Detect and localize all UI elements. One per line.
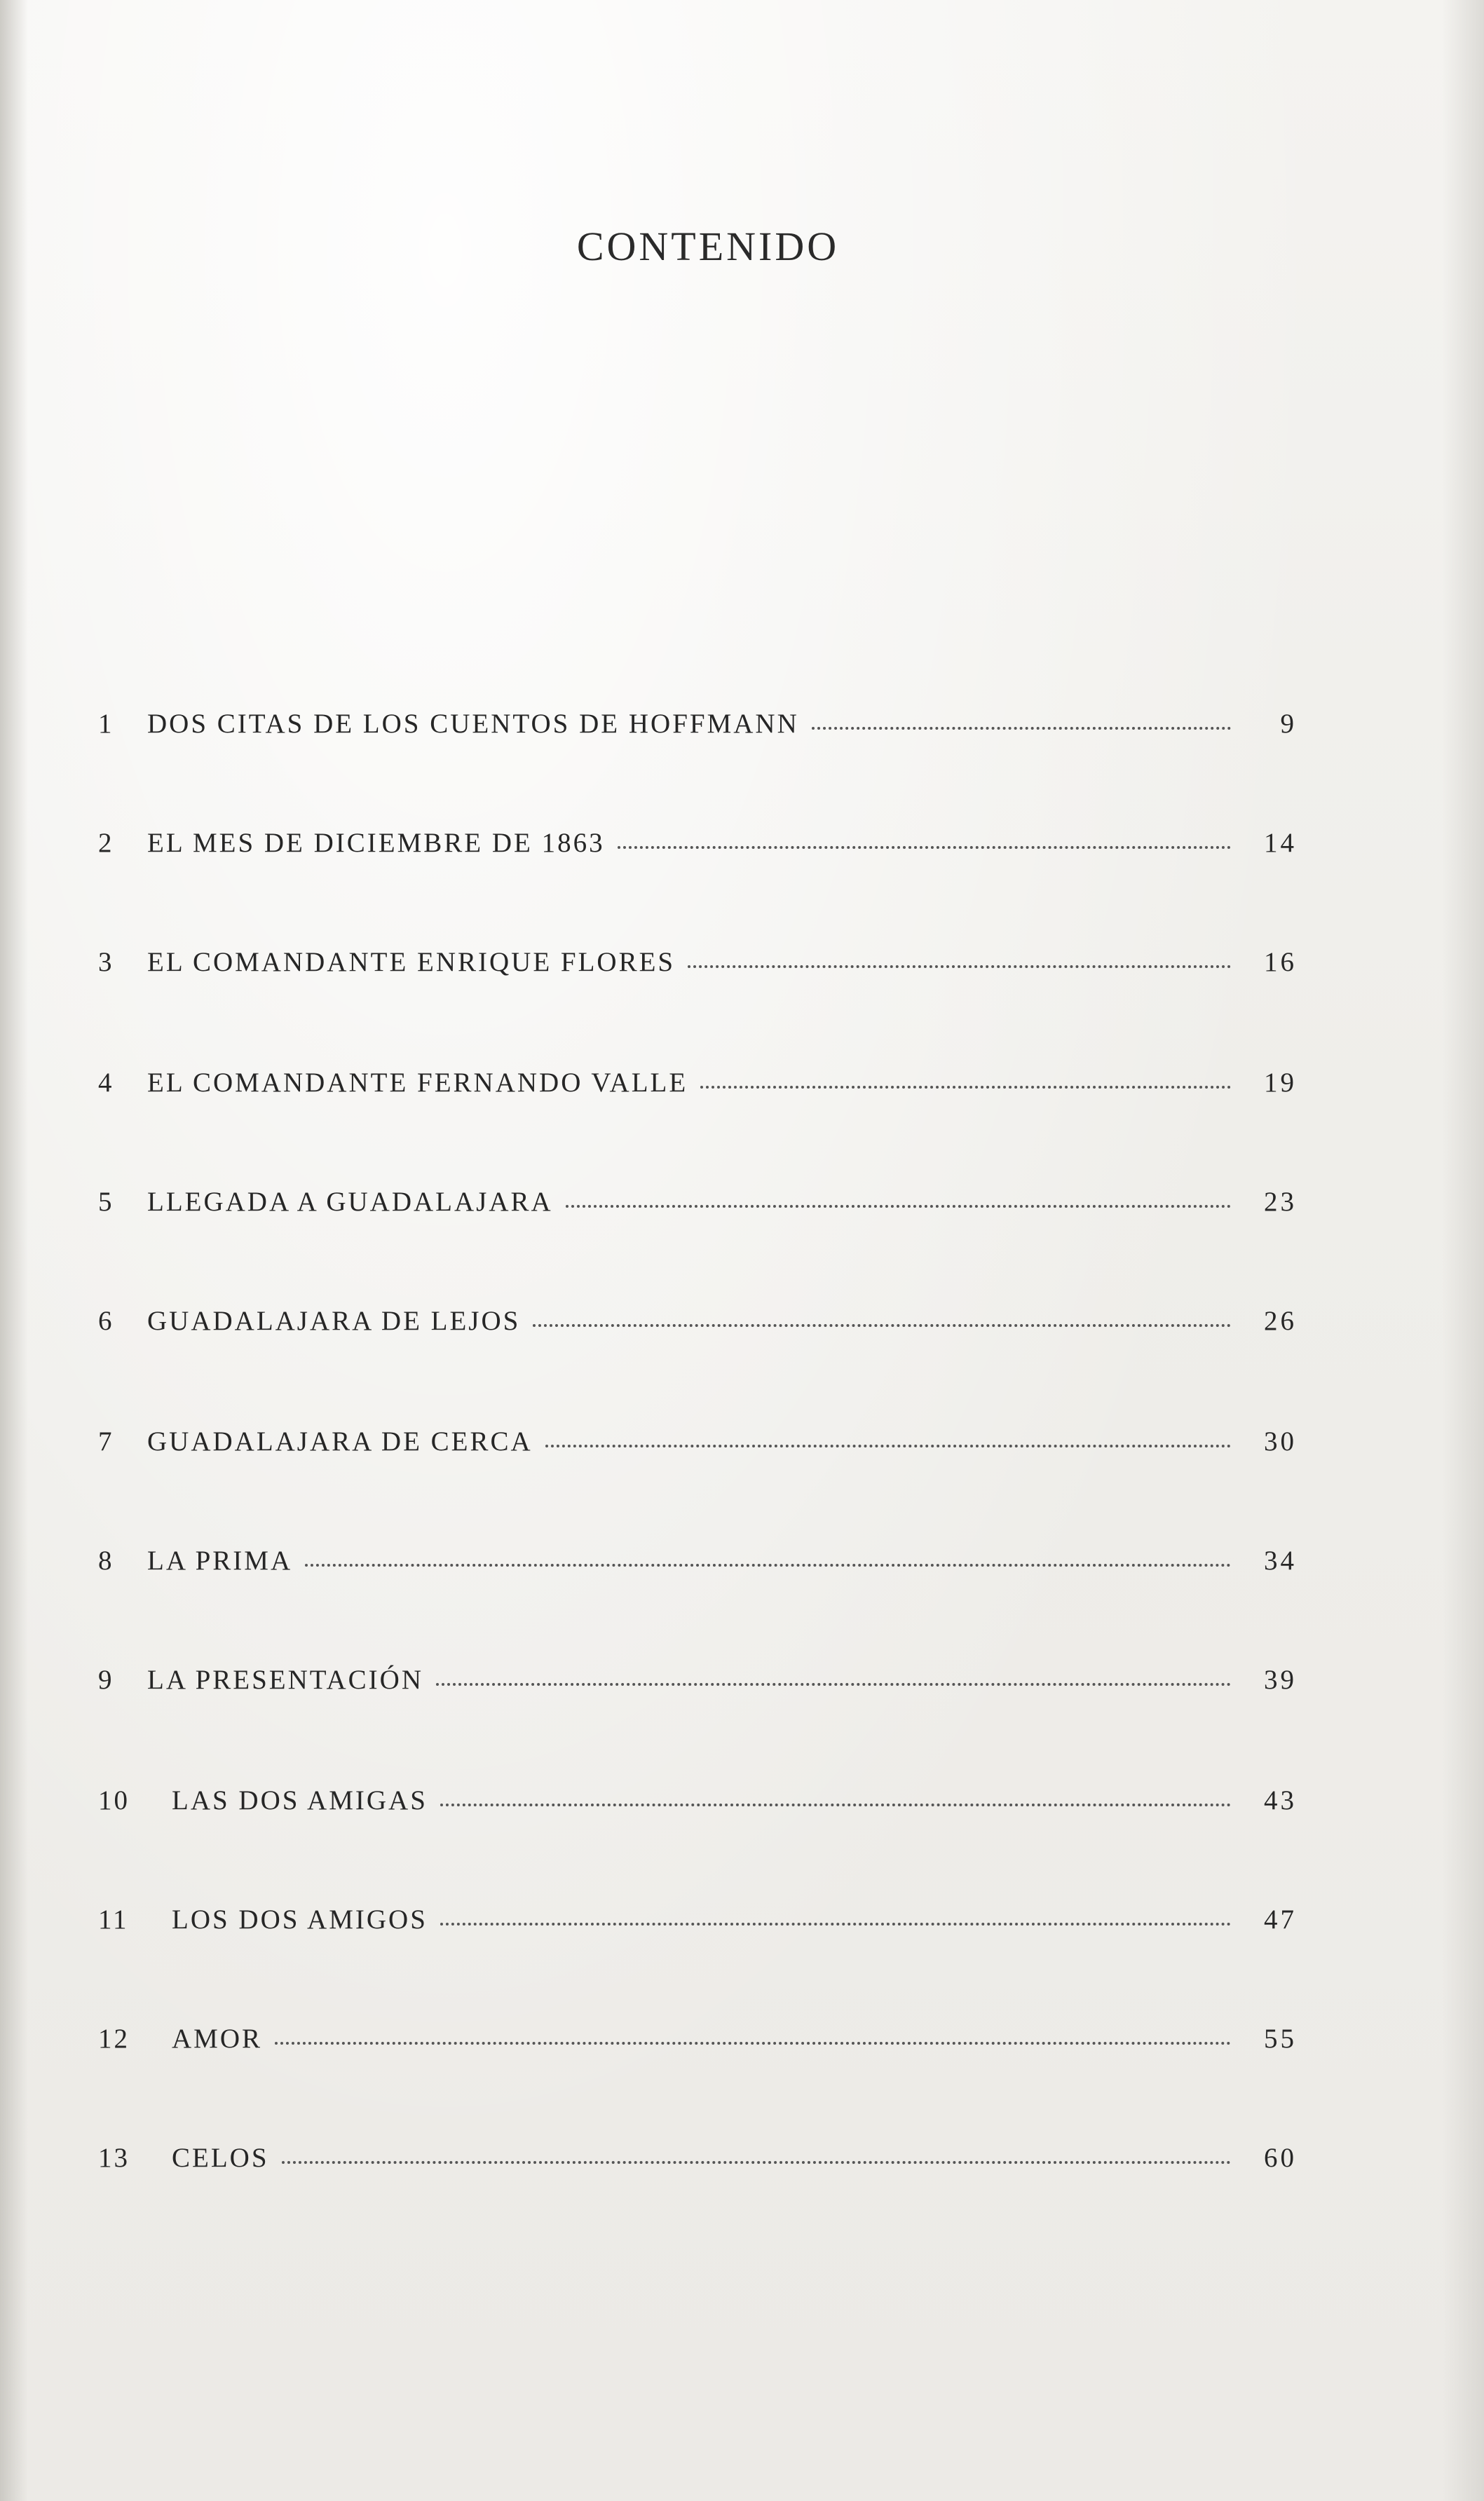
entry-title: LLEGADA A GUADALAJARA (147, 1187, 553, 1217)
page-gutter-shadow (0, 0, 28, 2501)
dot-leader (545, 1445, 1231, 1447)
toc-entry (98, 2023, 1297, 2072)
entry-title: GUADALAJARA DE CERCA (147, 1426, 533, 1457)
entry-page: 26 (1264, 1306, 1297, 1336)
dot-leader (688, 965, 1231, 968)
dot-leader (440, 1804, 1231, 1806)
entry-title: EL COMANDANTE FERNANDO VALLE (147, 1068, 688, 1098)
entry-title: GUADALAJARA DE LEJOS (147, 1306, 521, 1336)
entry-number: 11 (98, 1904, 129, 1935)
toc-entry (98, 1785, 1297, 1834)
dot-leader (440, 1923, 1231, 1926)
entry-number: 12 (98, 2024, 130, 2054)
entry-number: 7 (98, 1426, 114, 1457)
entry-title: CELOS (172, 2143, 269, 2173)
dot-leader (812, 727, 1231, 730)
entry-title: DOS CITAS DE LOS CUENTOS DE HOFFMANN (147, 709, 799, 739)
page-edge-shadow (1442, 0, 1484, 2501)
toc-entry (98, 1067, 1297, 1116)
entry-number: 10 (98, 1785, 130, 1815)
toc-entry (98, 1904, 1297, 1953)
entry-title: LA PRIMA (147, 1546, 293, 1576)
entry-page: 19 (1264, 1068, 1297, 1098)
entry-title: AMOR (172, 2024, 263, 2054)
entry-title: EL COMANDANTE ENRIQUE FLORES (147, 947, 676, 977)
entry-page: 60 (1264, 2143, 1297, 2173)
entry-number: 6 (98, 1306, 114, 1336)
toc-entry (98, 1545, 1297, 1594)
toc-entry (98, 708, 1297, 757)
toc-entry (98, 827, 1297, 876)
entry-number: 1 (98, 709, 114, 739)
entry-page: 43 (1264, 1785, 1297, 1815)
dot-leader (305, 1564, 1231, 1567)
toc-entry (98, 2142, 1297, 2191)
entry-number: 9 (98, 1665, 114, 1695)
dot-leader (533, 1324, 1231, 1327)
dot-leader (618, 846, 1231, 849)
entry-page: 47 (1264, 1904, 1297, 1935)
entry-page: 23 (1264, 1187, 1297, 1217)
entry-number: 4 (98, 1068, 114, 1098)
entry-page: 16 (1264, 947, 1297, 977)
dot-leader (566, 1205, 1231, 1208)
dot-leader (275, 2042, 1231, 2045)
dot-leader (436, 1683, 1231, 1686)
entry-number: 8 (98, 1546, 114, 1576)
toc-entry (98, 1426, 1297, 1475)
entry-page: 9 (1280, 709, 1297, 739)
entry-page: 14 (1264, 828, 1297, 858)
toc-entry (98, 1305, 1297, 1354)
entry-number: 5 (98, 1187, 114, 1217)
entry-title: LAS DOS AMIGAS (172, 1785, 428, 1815)
page-title: CONTENIDO (576, 224, 840, 269)
entry-page: 30 (1264, 1426, 1297, 1457)
dot-leader (282, 2161, 1231, 2164)
toc-entry (98, 1186, 1297, 1235)
entry-page: 34 (1264, 1546, 1297, 1576)
toc-entry (98, 1664, 1297, 1713)
entry-title: EL MES DE DICIEMBRE DE 1863 (147, 828, 605, 858)
entry-page: 55 (1264, 2024, 1297, 2054)
entry-number: 13 (98, 2143, 130, 2173)
dot-leader (700, 1086, 1231, 1089)
entry-number: 3 (98, 947, 114, 977)
entry-title: LA PRESENTACIÓN (147, 1665, 423, 1695)
entry-title: LOS DOS AMIGOS (172, 1904, 428, 1935)
entry-page: 39 (1264, 1665, 1297, 1695)
entry-number: 2 (98, 828, 114, 858)
toc-entry (98, 946, 1297, 995)
